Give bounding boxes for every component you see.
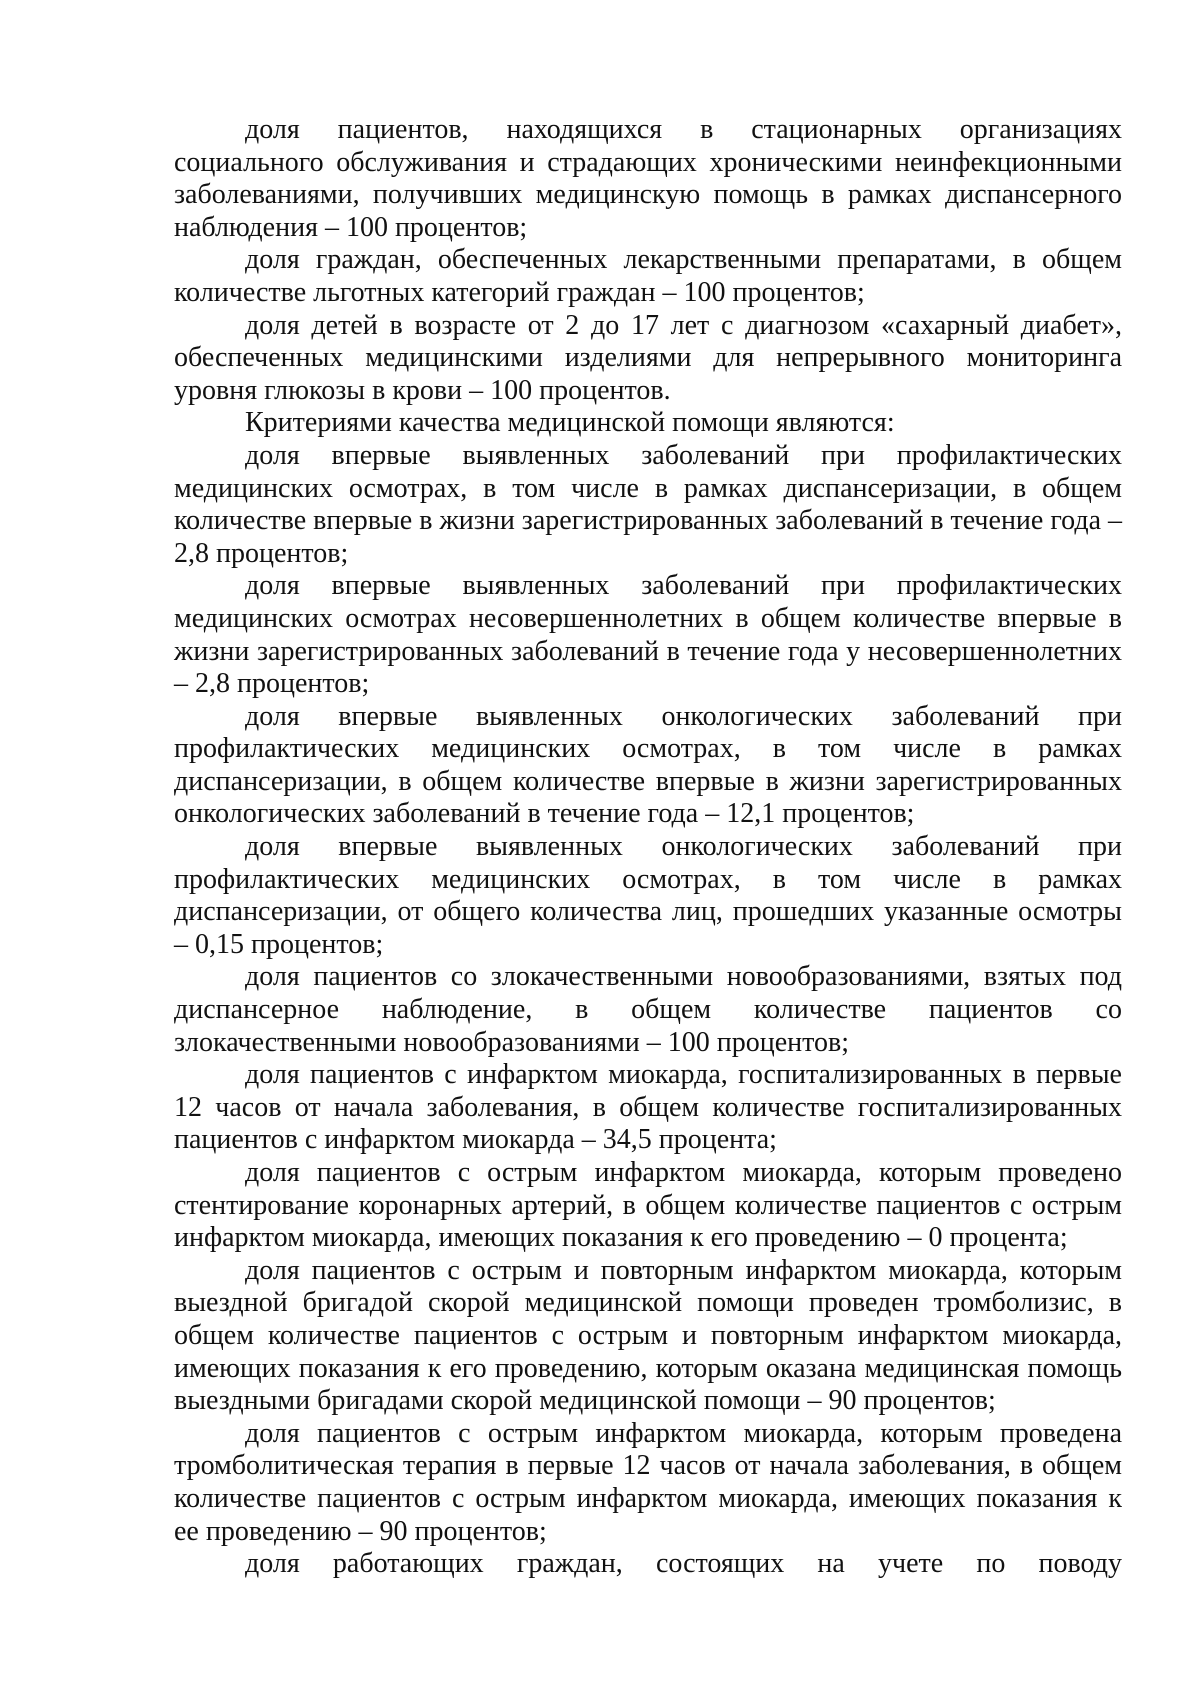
paragraph: доля пациентов со злокачественными новообразованиями, взятых под диспансерное наблюдение, в общем количестве пациентов со злокачественными новообразованиями – 100 процентов; <box>174 961 1122 1058</box>
paragraph: доля пациентов с острым инфарктом миокарда, которым проведено стентирование коронарных артерий, в общем количестве пациентов с острым инфарктом миокарда, имеющих показания к его проведению – 0 процента; <box>174 1157 1122 1254</box>
paragraph: доля впервые выявленных заболеваний при профилактических медицинских осмотрах, в том числе в рамках диспансеризации, в общем количестве впервые в жизни зарегистрированных заболеваний в течение года – 2,8 процентов; <box>174 439 1122 569</box>
paragraph: доля впервые выявленных онкологических заболеваний при профилактических медицинских осмотрах, в том числе в рамках диспансеризации, от общего количества лиц, прошедших указанные осмотры – 0,15 процентов; <box>174 831 1122 960</box>
document-page <box>174 114 1122 1581</box>
paragraph: доля пациентов с острым и повторным инфарктом миокарда, которым выездной бригадой скорой медицинской помощи проведен тромболизис, в общем количестве пациентов с острым и повторным инфарктом миокарда, имеющих показания к его проведению, которым оказана медицинская помощь выездными бригадами скорой медицинской помощи – 90 процентов; <box>174 1254 1122 1417</box>
paragraph: доля работающих граждан, состоящих на учете по поводу <box>245 1548 1122 1580</box>
paragraph: доля пациентов с инфарктом миокарда, госпитализированных в первые 12 часов от начала заболевания, в общем количестве госпитализированных пациентов с инфарктом миокарда – 34,5 процента; <box>174 1059 1122 1156</box>
section-heading: Критериями качества медицинской помощи являются: <box>245 407 895 439</box>
paragraph: доля впервые выявленных заболеваний при профилактических медицинских осмотрах несовершеннолетних в общем количестве впервые в жизни зарегистрированных заболеваний в течение года у несовершеннолетних – 2,8 процентов; <box>174 570 1122 700</box>
paragraph: доля пациентов с острым инфарктом миокарда, которым проведена тромболитическая терапия в первые 12 часов от начала заболевания, в общем количестве пациентов с острым инфарктом миокарда, имеющих показания к ее проведению – 90 процентов; <box>174 1417 1122 1547</box>
paragraph: доля детей в возрасте от 2 до 17 лет с диагнозом «сахарный диабет», обеспеченных медицинскими изделиями для непрерывного мониторинга уровня глюкозы в крови – 100 процентов. <box>174 309 1122 406</box>
paragraph: доля граждан, обеспеченных лекарственными препаратами, в общем количестве льготных категорий граждан – 100 процентов; <box>174 244 1122 308</box>
paragraph: доля впервые выявленных онкологических заболеваний при профилактических медицинских осмотрах, в том числе в рамках диспансеризации, в общем количестве впервые в жизни зарегистрированных онкологических заболеваний в течение года – 12,1 процентов; <box>174 700 1122 830</box>
paragraph: доля пациентов, находящихся в стационарных организациях социального обслуживания и страдающих хроническими неинфекционными заболеваниями, получивших медицинскую помощь в рамках диспансерного наблюдения – 100 процентов; <box>174 114 1122 243</box>
